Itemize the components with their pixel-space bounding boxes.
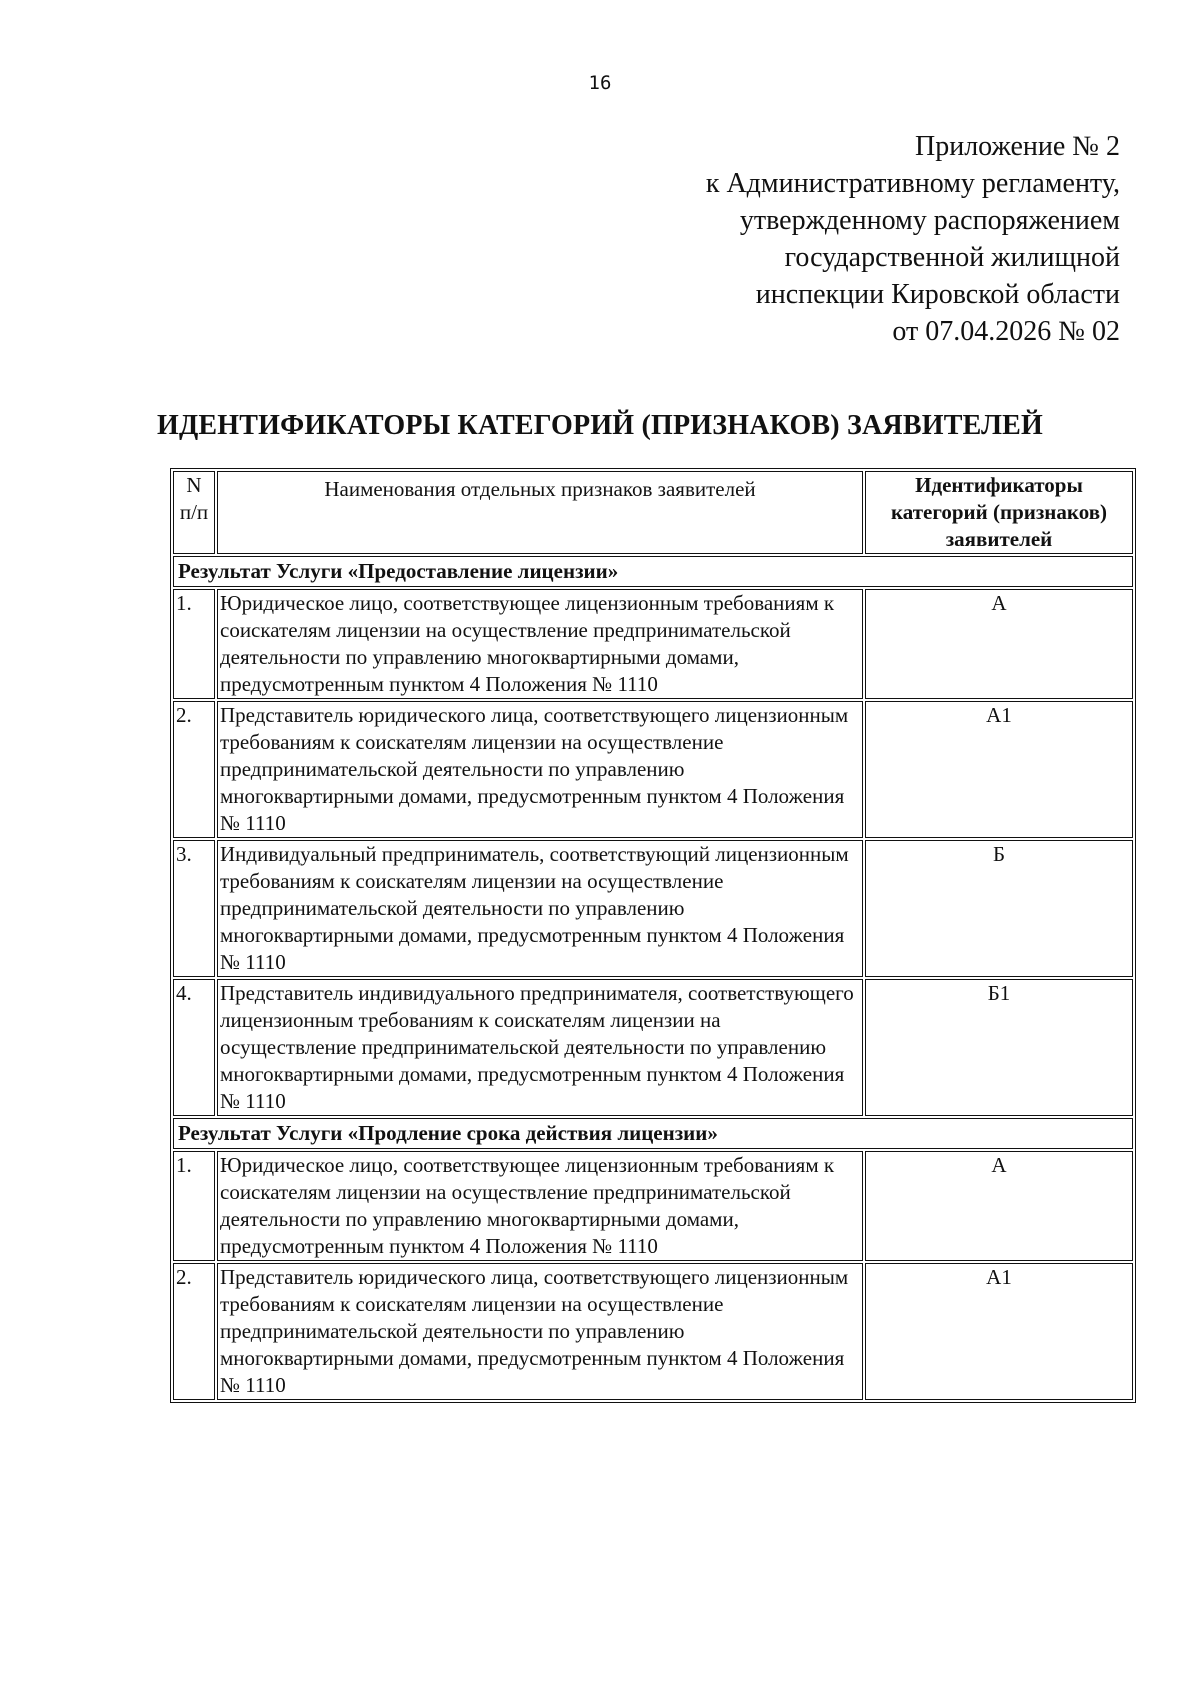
row-id-cell: А (865, 1151, 1133, 1261)
row-name-cell: Юридическое лицо, соответствующее лицензионным требованиям к соискателям лицензии на осуществление предпринимательской деятельности по управлению многоквартирными домами, предусмотренным пунктом 4 Положения № 1110 (217, 589, 863, 699)
row-num-cell: 2. (173, 1263, 215, 1400)
row-num-cell: 2. (173, 701, 215, 838)
row-id-cell: Б (865, 840, 1133, 977)
document-title: ИДЕНТИФИКАТОРЫ КАТЕГОРИЙ (ПРИЗНАКОВ) ЗАЯВИТЕЛЕЙ (156, 410, 1044, 441)
row-num-cell: 1. (173, 1151, 215, 1261)
section-title: Результат Услуги «Предоставление лицензии» (173, 556, 1133, 587)
header-id-cell: Идентификаторы категорий (признаков) заявителей (865, 471, 1133, 554)
row-id-cell: А1 (865, 701, 1133, 838)
row-name-cell: Представитель юридического лица, соответствующего лицензионным требованиям к соискателям лицензии на осуществление предпринимательской деятельности по управлению многоквартирными домами, предусмотренным пунктом 4 Положения № 1110 (217, 1263, 863, 1400)
row-id-cell: Б1 (865, 979, 1133, 1116)
row-name-cell: Представитель юридического лица, соответствующего лицензионным требованиям к соискателям лицензии на осуществление предпринимательской деятельности по управлению многоквартирными домами, предусмотренным пунктом 4 Положения № 1110 (217, 701, 863, 838)
table-row (173, 1263, 1133, 1400)
section-row (173, 1118, 1133, 1149)
row-id-cell: А (865, 589, 1133, 699)
appendix-line: Приложение № 2 (915, 131, 1120, 162)
table-row (173, 979, 1133, 1116)
table-row (173, 840, 1133, 977)
header-num-cell: N п/п (173, 471, 215, 554)
row-id-cell: А1 (865, 1263, 1133, 1400)
appendix-block (480, 128, 1120, 350)
page-number: 16 (588, 72, 612, 94)
applicant-categories-table (170, 468, 1136, 1403)
row-num-cell: 3. (173, 840, 215, 977)
row-num-cell: 4. (173, 979, 215, 1116)
row-name-cell: Индивидуальный предприниматель, соответствующий лицензионным требованиям к соискателям лицензии на осуществление предпринимательской деятельности по управлению многоквартирными домами, предусмотренным пунктом 4 Положения № 1110 (217, 840, 863, 977)
table-row (173, 1151, 1133, 1261)
table-header-row (173, 471, 1133, 554)
table-row (173, 701, 1133, 838)
appendix-line: к Административному регламенту, (705, 168, 1120, 199)
appendix-line: от 07.04.2026 № 02 (892, 316, 1120, 347)
row-num-cell: 1. (173, 589, 215, 699)
appendix-line: инспекции Кировской области (755, 279, 1120, 310)
header-name-cell: Наименования отдельных признаков заявителей (217, 471, 863, 554)
section-row (173, 556, 1133, 587)
row-name-cell: Представитель индивидуального предпринимателя, соответствующего лицензионным требованиям к соискателям лицензии на осуществление предпринимательской деятельности по управлению многоквартирными домами, предусмотренным пунктом 4 Положения № 1110 (217, 979, 863, 1116)
appendix-line: утвержденному распоряжением (739, 205, 1120, 236)
table-row (173, 589, 1133, 699)
section-title: Результат Услуги «Продление срока действия лицензии» (173, 1118, 1133, 1149)
row-name-cell: Юридическое лицо, соответствующее лицензионным требованиям к соискателям лицензии на осуществление предпринимательской деятельности по управлению многоквартирными домами, предусмотренным пунктом 4 Положения № 1110 (217, 1151, 863, 1261)
appendix-line: государственной жилищной (784, 242, 1120, 273)
